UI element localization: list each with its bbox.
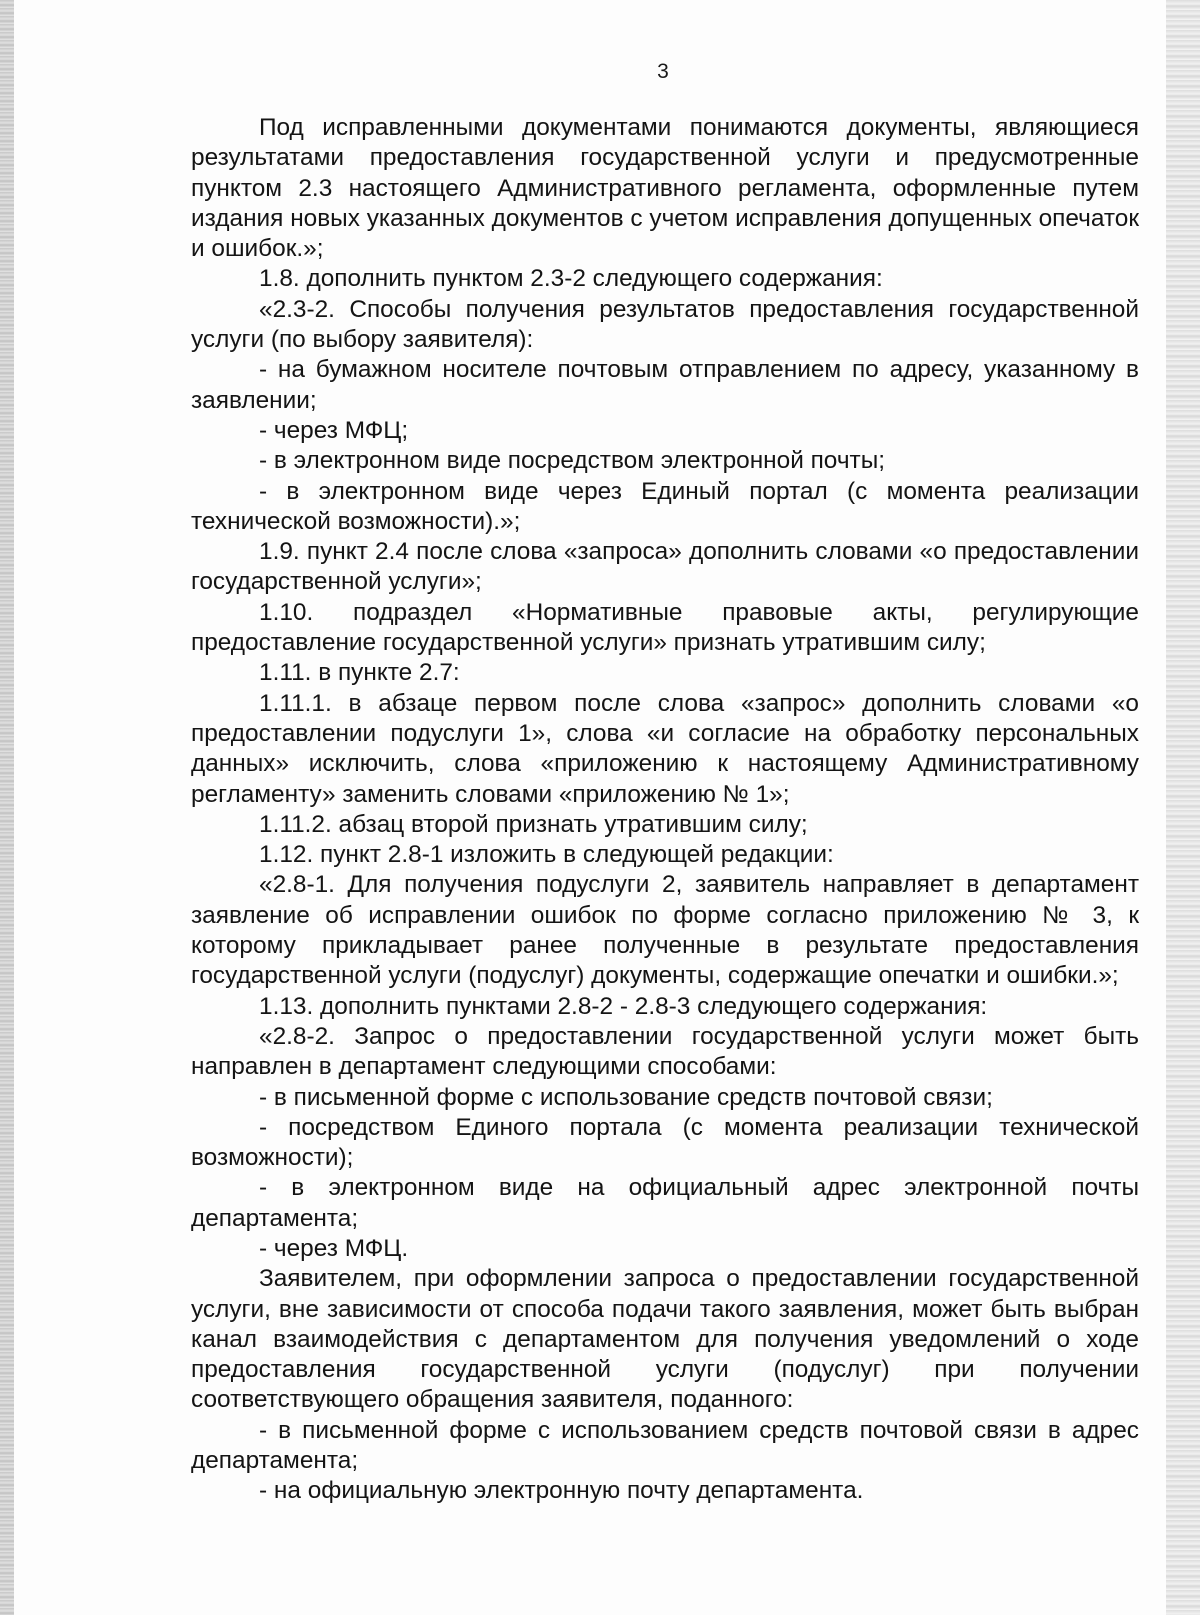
paragraph: - в электронном виде посредством электронной почты; xyxy=(259,447,886,475)
paragraph: - на официальную электронную почту департамента. xyxy=(259,1477,864,1505)
paragraph: Под исправленными документами понимаются документы, являющиеся результатами предоставления государственной услуги и предусмотренные пунктом 2.3 настоящего Административного регламента, оформленные путем издания новых указанных документов с учетом исправления допущенных опечаток и ошибок.»; xyxy=(191,114,1139,263)
paragraph: 1.10. подраздел «Нормативные правовые акты, регулирующие предоставление государственной услуги» признать утратившим силу; xyxy=(191,598,1139,657)
paragraph: - на бумажном носителе почтовым отправлением по адресу, указанному в заявлении; xyxy=(191,356,1139,414)
document-body xyxy=(191,113,1139,1507)
paragraph: - в письменной форме с использованием средств почтовой связи в адрес департамента; xyxy=(191,1416,1139,1475)
scan-edge-left xyxy=(0,0,14,1615)
paragraph: 1.11.2. абзац второй признать утратившим силу; xyxy=(259,810,808,838)
scan-edge-right xyxy=(1166,0,1200,1615)
paragraph: «2.8-1. Для получения подуслуги 2, заявитель направляет в департамент заявление об исправлении ошибок по форме согласно приложению № 3, к которому прикладывает ранее полученные в результате предоставления государственной услуги (подуслуг) документы, содержащие опечатки и ошибки.»; xyxy=(191,871,1139,990)
paragraph: 1.13. дополнить пунктами 2.8-2 - 2.8-3 следующего содержания: xyxy=(259,992,988,1020)
paragraph: «2.3-2. Способы получения результатов предоставления государственной услуги (по выбору заявителя): xyxy=(191,295,1139,354)
paragraph: - в электронном виде на официальный адрес электронной почты департамента; xyxy=(191,1174,1139,1232)
paragraph: 1.8. дополнить пунктом 2.3-2 следующего содержания: xyxy=(259,265,883,293)
page-number: 3 xyxy=(657,60,669,83)
paragraph: 1.11. в пункте 2.7: xyxy=(259,659,460,687)
paragraph: 1.9. пункт 2.4 после слова «запроса» дополнить словами «о предоставлении государственной услуги»; xyxy=(191,538,1139,596)
paragraph: - через МФЦ. xyxy=(259,1234,409,1262)
paragraph: - посредством Единого портала (с момента реализации технической возможности); xyxy=(191,1113,1139,1172)
paragraph: - через МФЦ; xyxy=(259,416,409,444)
paragraph: 1.11.1. в абзаце первом после слова «запрос» дополнить словами «о предоставлении подуслуги 1», слова «и согласие на обработку персональных данных» исключить, слова «приложению к настоящему Административному регламенту» заменить словами «приложению № 1»; xyxy=(191,689,1139,808)
paragraph: 1.12. пункт 2.8-1 изложить в следующей редакции: xyxy=(259,841,834,869)
paragraph: «2.8-2. Запрос о предоставлении государственной услуги может быть направлен в департамент следующими способами: xyxy=(191,1022,1139,1081)
paragraph: - в электронном виде через Единый портал (с момента реализации технической возможности).»; xyxy=(191,477,1139,535)
paragraph: - в письменной форме с использование средств почтовой связи; xyxy=(259,1083,993,1111)
paragraph: Заявителем, при оформлении запроса о предоставлении государственной услуги, вне зависимости от способа подачи такого заявления, может быть выбран канал взаимодействия с департаментом для получения уведомлений о ходе предоставления государственной услуги (подуслуг) при получении соответствующего обращения заявителя, поданного: xyxy=(191,1265,1139,1414)
